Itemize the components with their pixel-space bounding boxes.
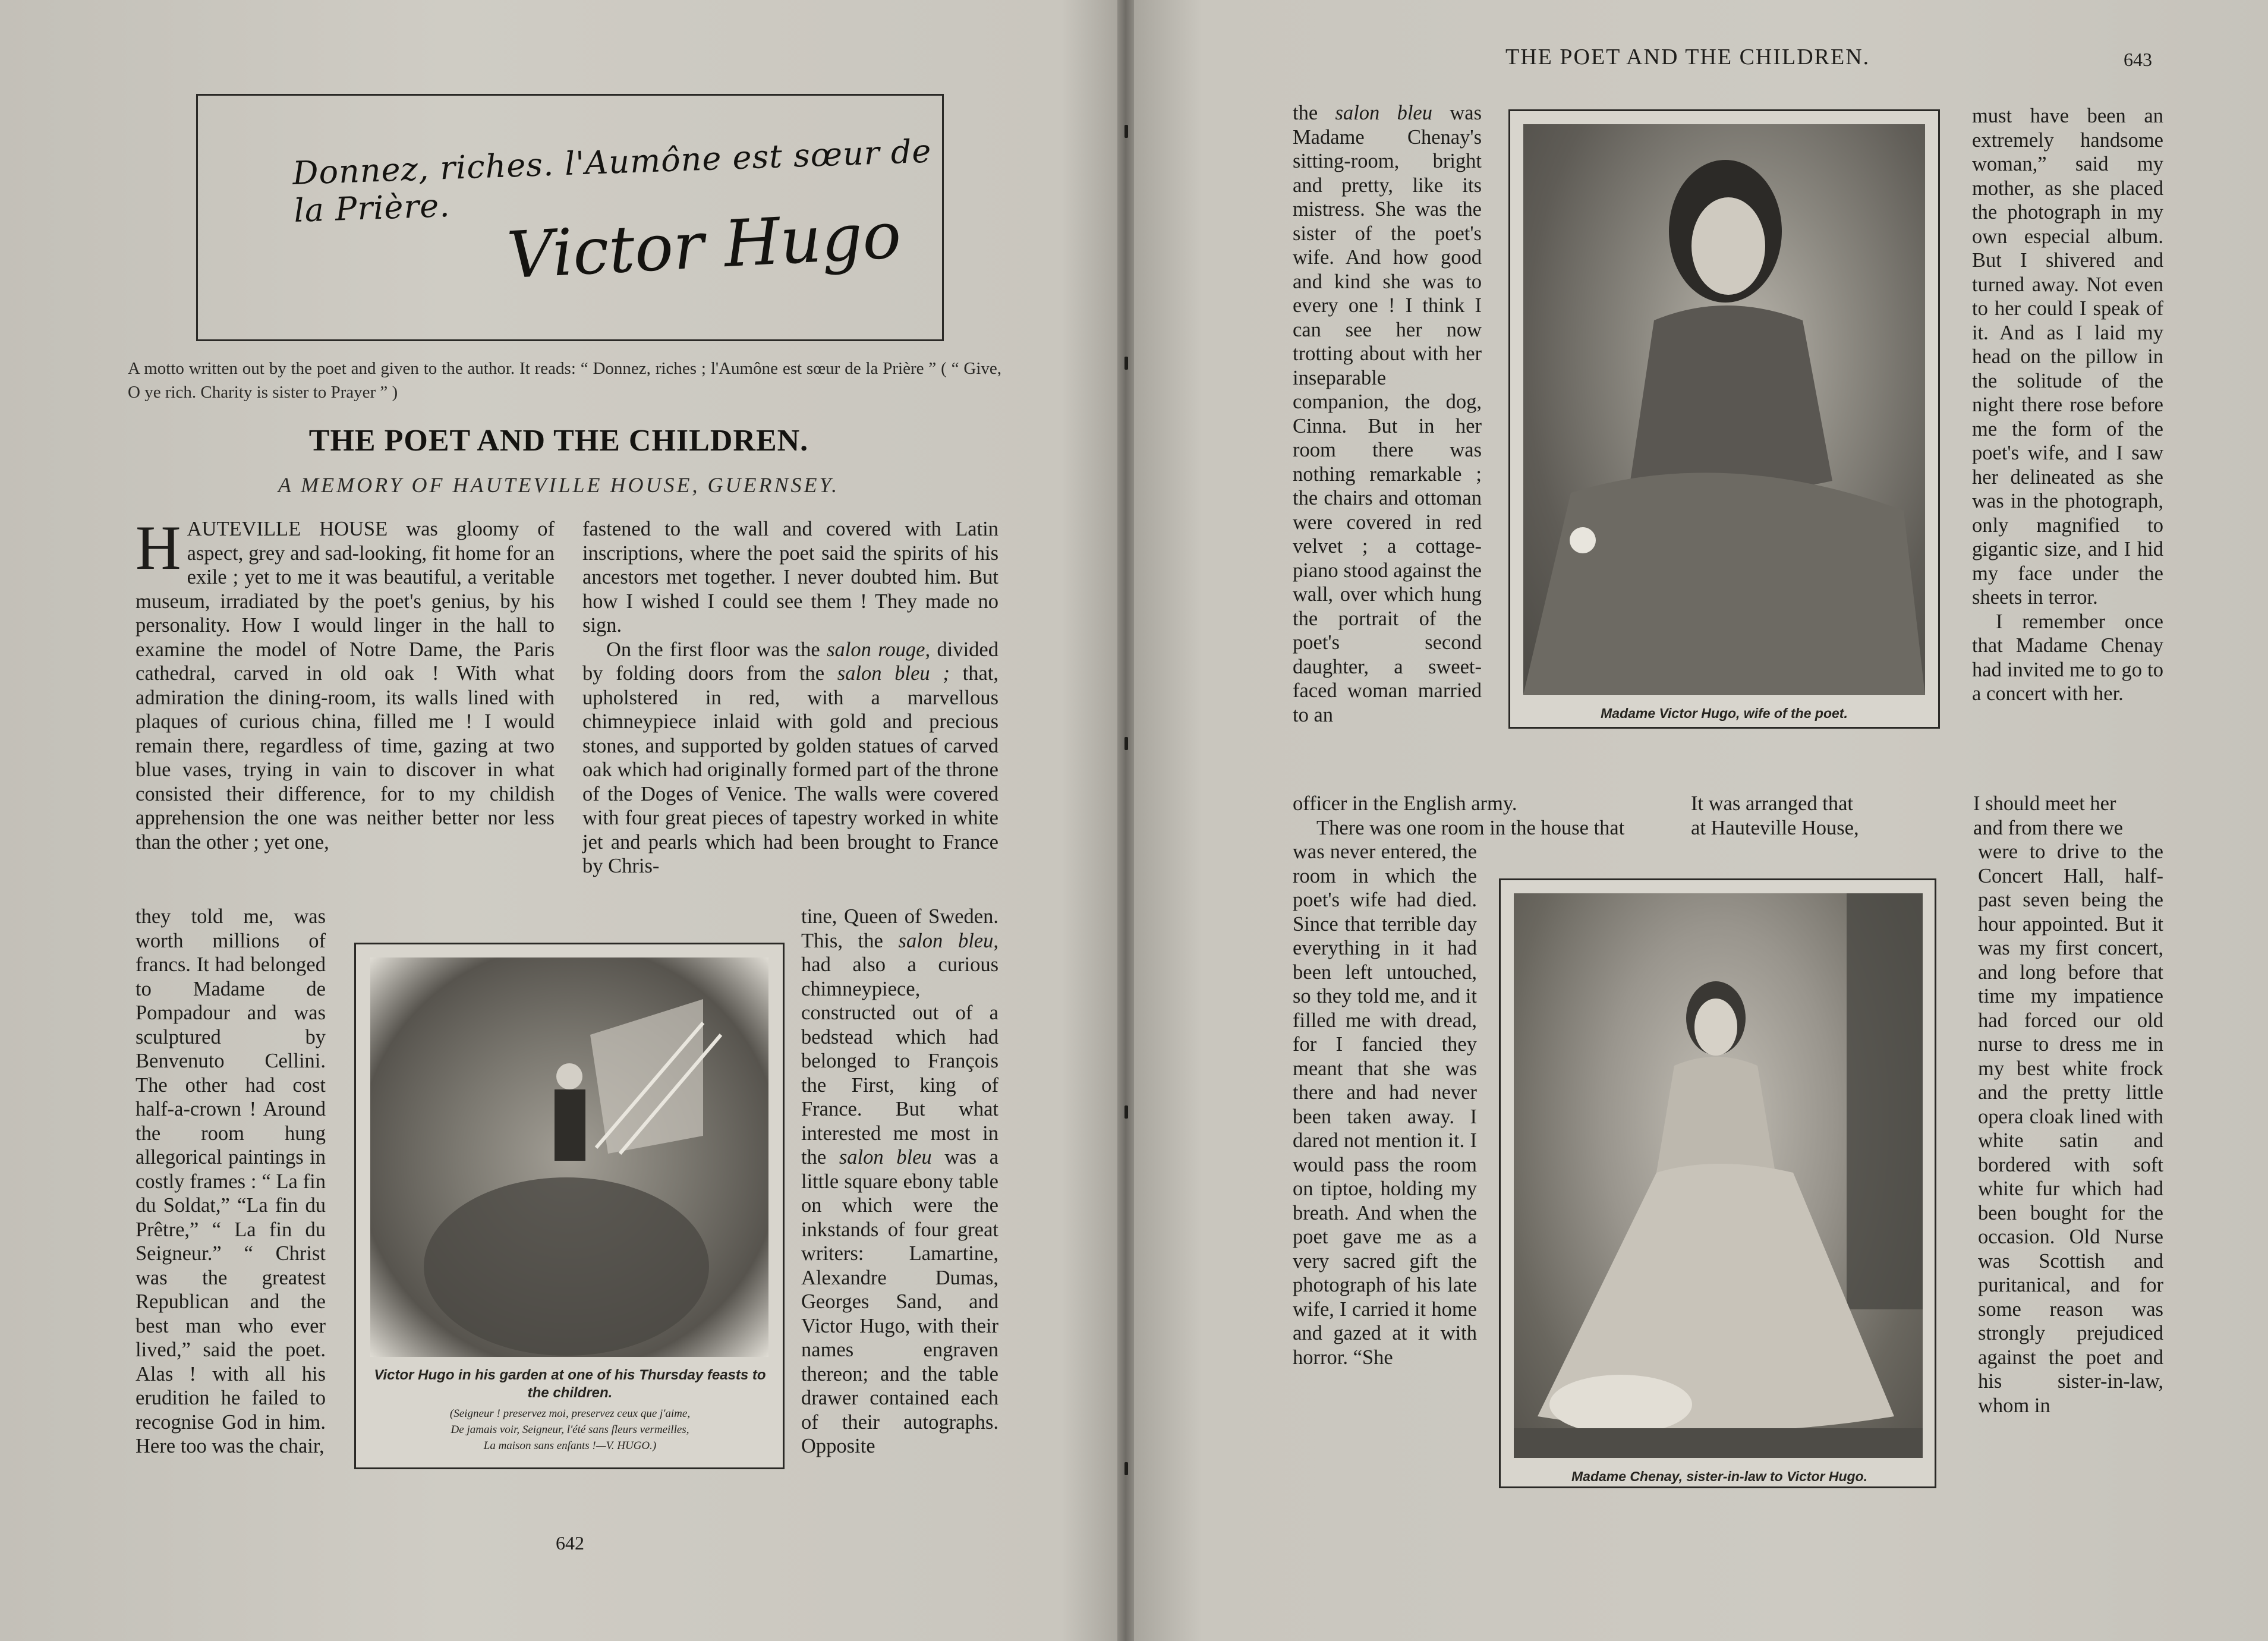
full-line-2c: and from there we (1973, 816, 2123, 839)
full-line-1c: I should meet her (1973, 792, 2116, 815)
right-page (1134, 0, 2268, 1641)
binding-stitch (1124, 1105, 1128, 1119)
book-gutter (1117, 0, 1134, 1641)
full-line-1b: It was arranged that (1691, 792, 1854, 815)
binding-stitch (1124, 125, 1128, 138)
col2-para1: fastened to the wall and covered with Latin inscriptions, where the poet said the spirits of his ancestors met together. I never doubted him. But how I wished I could see them ! They made no sign. (582, 518, 998, 637)
full-line-1 (1293, 792, 2163, 816)
right-col-right-bottom (1978, 840, 2163, 1418)
madame-hugo-illustration (1523, 124, 1925, 695)
col2-narrow-a: tine, Queen of Sweden. This, the (801, 905, 998, 952)
madame-hugo-caption: Madame Victor Hugo, wife of the poet. (1601, 705, 1848, 721)
col2-para2-c: that, upholstered in red, with a marvellous chimneypiece inlaid with gold and precious stones, and supported by golden statues of carved oak which had originally formed part of the throne of the Doges of Venice. The walls were covered with four great pieces of tapestry worked in white jet and pearls which had been brought to France by Chris- (582, 662, 998, 877)
left-col1-bottom (136, 905, 326, 1459)
col2-narrow-salon-bleu: salon bleu, (898, 929, 998, 952)
right-col-right-top (1972, 104, 2163, 706)
full-line-1a: officer in the English army. (1293, 792, 1517, 815)
right-page-number: 643 (2124, 49, 2152, 70)
col2-para2-b: divided by folding doors from the (582, 638, 998, 685)
drop-cap: H (136, 513, 181, 582)
garden-photo-quote (362, 1406, 778, 1454)
col2-para2-salon-bleu: salon bleu ; (837, 662, 950, 685)
photo-quote-line-3: La maison sans enfants !—V. HUGO.) (483, 1440, 657, 1452)
photo-quote-line-1: (Seigneur ! preservez moi, preservez ceux que j'aime, (449, 1407, 691, 1420)
madame-chenay-caption: Madame Chenay, sister-in-law to Victor Hugo. (1571, 1469, 1867, 1484)
right-col-left-top-b: was Madame Chenay's sitting-room, bright and pretty, like its mistress. She was the sister of the poet's wife. And how good and kind she was to every one ! I think I can see her now trotting about with her inseparable companion, the dog, Cinna. But in her room there was nothing remarkable ; the chairs and ottoman were covered in red velvet ; a cottage-piano stood against the wall, over which hung the portrait of the poet's second daughter, a sweet-faced woman married to an (1293, 102, 1482, 726)
madame-chenay-photo-frame (1499, 878, 1936, 1488)
right-full-lines (1293, 792, 2163, 840)
right-col-left-top-a: the (1293, 102, 1335, 124)
right-col-right-para2: I remember once that Madame Chenay had invited me to go to a concert with her. (1972, 610, 2163, 705)
motto-handwriting: Donnez, riches. l'Aumône est sœur de la Prière. (292, 132, 933, 230)
garden-photo-frame (354, 943, 785, 1469)
right-col-left-top-text (1293, 101, 1482, 727)
binding-stitch (1124, 1462, 1128, 1475)
full-line-2b: at Hauteville House, (1691, 816, 1859, 839)
article-title: THE POET AND THE CHILDREN. (308, 424, 809, 458)
col1-text-bottom: they told me, was worth millions of francs. It had belonged to Madame de Pompadour and was sculptured by Benvenuto Cellini. The other had cost half-a-crown ! Around the room hung allegorical paintings in costly frames : “ La fin du Soldat,” “La fin du Prêtre,” “ La fin du Seigneur.” “ Christ was the greatest Republican and the best man who ever lived,” said the poet. Alas ! with all his erudition he failed to recognise God in him. Here too was the chair, (136, 905, 326, 1457)
binding-stitch (1124, 357, 1128, 370)
binding-stitch (1124, 737, 1128, 750)
right-col-left-bottom-text: was never entered, the room in which the poet's wife had died. Since that terrible day everything in it had been left untouched, so they told me, and it filled me with dread, for I fancied they meant that she was there and had never been taken away. I dared not mention it. I would pass the room on tiptoe, holding my breath. And when the poet gave me as a very sacred gift the photograph of his late wife, I carried it home and gazed at it with horror. “She (1293, 840, 1477, 1369)
madame-hugo-photo (1523, 124, 1925, 695)
col1-text-top: AUTEVILLE HOUSE was gloomy of aspect, grey and sad-looking, fit home for an exile ; yet to me it was beautiful, a veritable museum, irradiated by the poet's genius, by his personality. How I would linger in the hall to examine the model of Notre Dame, the Paris cathedral, carved in old oak ! With what admiration the dining-room, its walls lined with plaques of curious china, filled me ! I would remain there, regardless of time, gazing at two blue vases, trying in vain to discover in what consisted their difference, for to my childish apprehension the one was neither better nor less than the other ; yet one, (136, 518, 555, 853)
madame-hugo-photo-frame (1508, 109, 1940, 729)
left-page (0, 0, 1117, 1641)
full-line-2 (1293, 816, 2163, 840)
photo-quote-line-2: De jamais voir, Seigneur, l'été sans fleurs vermeilles, (451, 1423, 689, 1436)
right-col-left-top-salon: salon bleu (1335, 102, 1432, 124)
left-col2-top (582, 517, 998, 878)
motto-caption: A motto written out by the poet and given to the author. It reads: “ Donnez, riches ; l'Aumône est sœur de la Prière ” ( “ Give, O ye rich. Charity is sister to Prayer ” ) (128, 359, 1001, 402)
garden-photo-caption: Victor Hugo in his garden at one of his Thursday feasts to the children. (374, 1367, 766, 1401)
garden-photo-illustration (370, 957, 768, 1357)
right-col-right-bottom-text: were to drive to the Concert Hall, half-past seven being the hour appointed. But it was my first concert, and long before that time my impatience had forced our old nurse to dress me in my best white frock and the pretty little opera cloak lined with white satin and bordered with soft white fur which had been bought for the occasion. Old Nurse was Scottish and puritanical, and for some reason was strongly prejudiced against the poet and his sister-in-law, whom in (1978, 840, 2163, 1417)
article-subtitle: A MEMORY OF HAUTEVILLE HOUSE, GUERNSEY. (278, 473, 840, 497)
left-page-number: 642 (556, 1532, 584, 1554)
full-line-2a: There was one room in the house that (1316, 816, 1625, 839)
victor-hugo-signature: Victor Hugo (505, 198, 903, 294)
col2-narrow-b: had also a curious chimneypiece, constructed out of a bedstead which had belonged to François the First, king of France. But what interested me most in the (801, 953, 998, 1168)
left-col2-bottom (801, 905, 998, 1459)
motto-autograph-box (196, 94, 944, 341)
col2-para2-a: On the first floor was the (606, 638, 827, 661)
col2-narrow-c: was a little square ebony table on which were the inkstands of four great writers: Lamartine, Alexandre Dumas, Georges Sand, and Victor Hugo, with their names engraven thereon; and the table drawer contained each of their autographs. Opposite (801, 1146, 998, 1457)
right-col-left-bottom (1293, 840, 1477, 1369)
garden-photo (370, 957, 768, 1357)
madame-chenay-illustration (1514, 893, 1923, 1458)
col2-para2-salon-rouge: salon rouge, (827, 638, 931, 661)
right-col-right-top-text: must have been an extremely handsome woman,” said my mother, as she placed the photograph in my own especial album. But I shivered and turned away. Not even to her could I speak of it. And as I laid my head on the pillow in the solitude of the night there rose before me the form of the poet's wife, and I saw her delineated as she was in the photograph, only magnified to gigantic size, and I hid my face under the sheets in terror. (1972, 105, 2163, 609)
col2-para2 (582, 638, 998, 878)
running-head: THE POET AND THE CHILDREN. (1505, 45, 1870, 70)
right-col-left-top (1293, 101, 1482, 727)
col2-narrow-salon-bleu-2: salon bleu (839, 1146, 932, 1168)
col2-narrow-text (801, 905, 998, 1459)
madame-chenay-photo (1514, 893, 1923, 1458)
left-col1-top (136, 513, 555, 854)
